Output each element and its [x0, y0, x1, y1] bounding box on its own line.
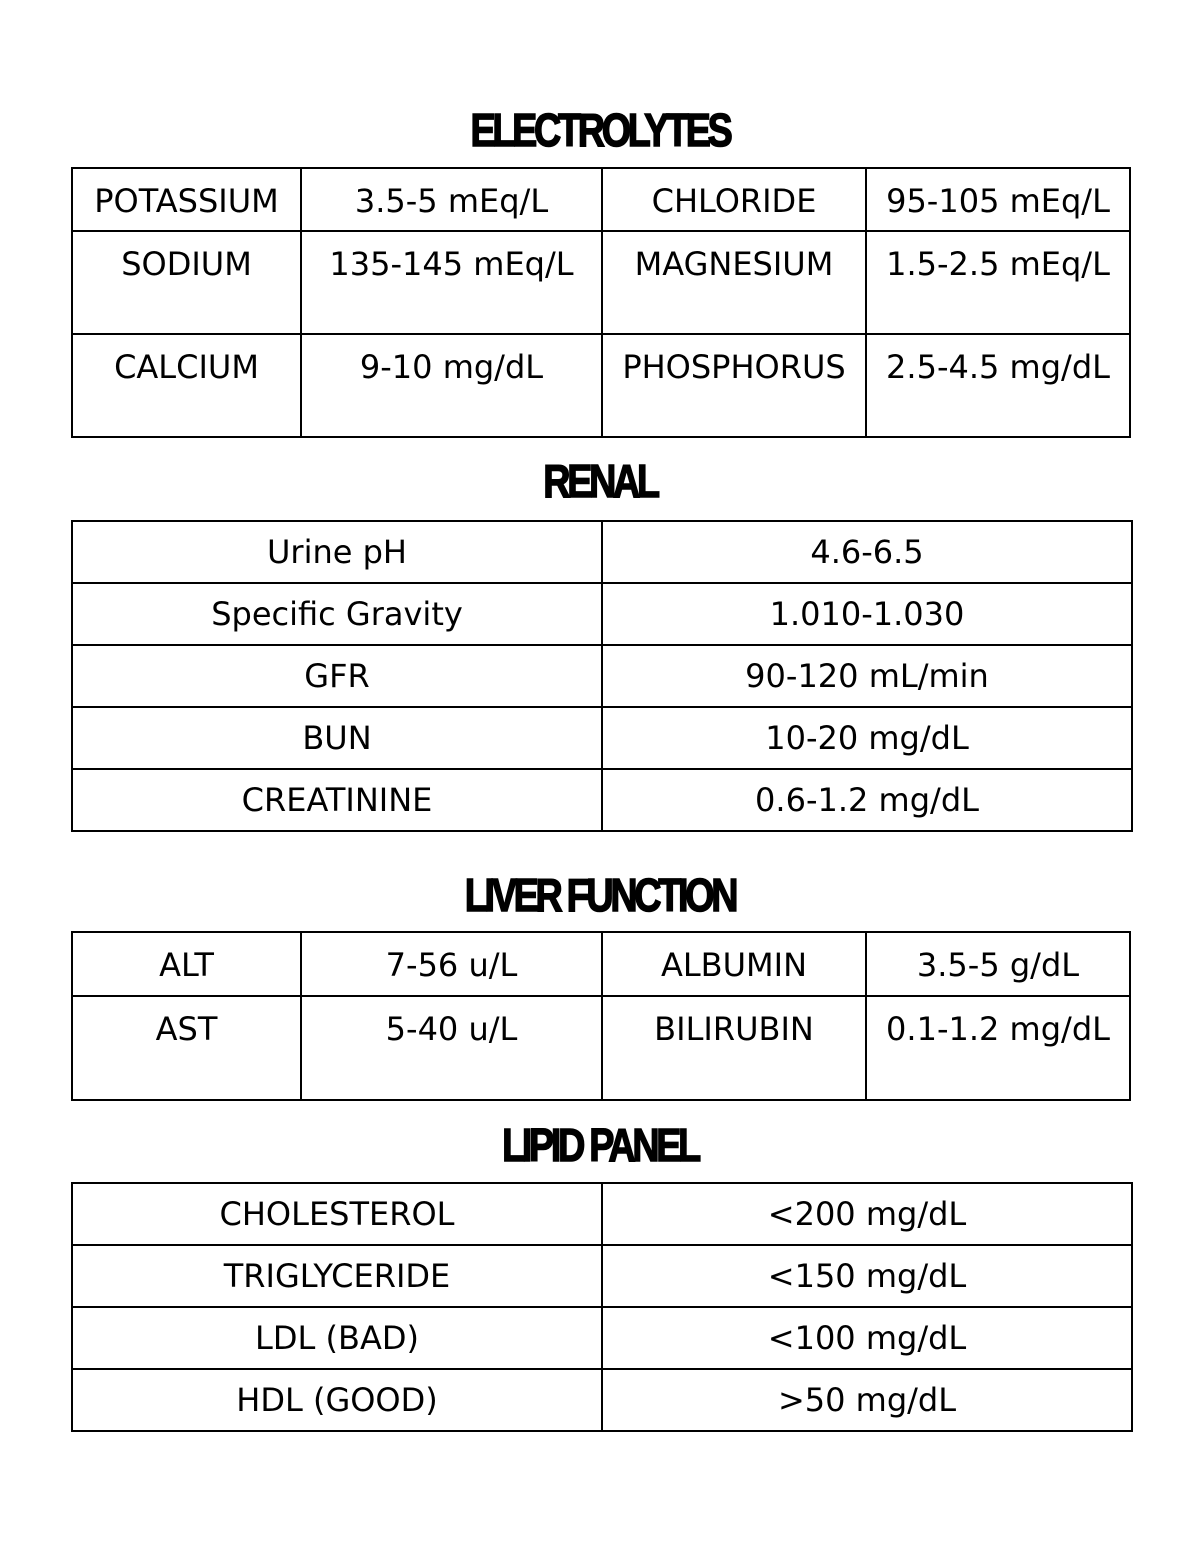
table-row — [72, 769, 1132, 831]
test-name: BUN — [72, 707, 602, 769]
test-range: 90-120 mL/min — [602, 645, 1132, 707]
test-range: 0.1-1.2 mg/dL — [866, 996, 1130, 1100]
test-name: HDL (GOOD) — [72, 1369, 602, 1431]
test-range: 0.6-1.2 mg/dL — [602, 769, 1132, 831]
table-row — [72, 707, 1132, 769]
table-row — [72, 521, 1132, 583]
table-row — [72, 996, 1130, 1100]
test-name: CREATININE — [72, 769, 602, 831]
test-name: PHOSPHORUS — [602, 334, 866, 437]
table-row — [72, 334, 1130, 437]
electrolytes-table — [71, 167, 1131, 438]
test-name: CALCIUM — [72, 334, 301, 437]
test-range: 135-145 mEq/L — [301, 231, 602, 334]
test-range: >50 mg/dL — [602, 1369, 1132, 1431]
test-name: SODIUM — [72, 231, 301, 334]
test-name: BILIRUBIN — [602, 996, 866, 1100]
table-row — [72, 1245, 1132, 1307]
test-name: ALT — [72, 932, 301, 996]
test-name: TRIGLYCERIDE — [72, 1245, 602, 1307]
test-range: <100 mg/dL — [602, 1307, 1132, 1369]
table-row — [72, 932, 1130, 996]
lipid-panel-table — [71, 1182, 1133, 1432]
test-range: <150 mg/dL — [602, 1245, 1132, 1307]
test-name: AST — [72, 996, 301, 1100]
test-name: GFR — [72, 645, 602, 707]
test-name: POTASSIUM — [72, 168, 301, 231]
table-row — [72, 231, 1130, 334]
test-range: <200 mg/dL — [602, 1183, 1132, 1245]
section-heading-liver-function: LIVER FUNCTION — [464, 869, 736, 921]
test-name: LDL (BAD) — [72, 1307, 602, 1369]
table-row — [72, 1307, 1132, 1369]
test-range: 7-56 u/L — [301, 932, 602, 996]
test-range: 1.5-2.5 mEq/L — [866, 231, 1130, 334]
test-range: 1.010-1.030 — [602, 583, 1132, 645]
section-heading-renal: RENAL — [543, 455, 657, 507]
test-range: 5-40 u/L — [301, 996, 602, 1100]
section-heading-electrolytes: ELECTROLYTES — [470, 104, 730, 156]
test-range: 3.5-5 g/dL — [866, 932, 1130, 996]
section-heading-lipid-panel: LIPID PANEL — [502, 1119, 698, 1171]
test-range: 4.6-6.5 — [602, 521, 1132, 583]
table-row — [72, 1369, 1132, 1431]
test-name: CHLORIDE — [602, 168, 866, 231]
test-name: ALBUMIN — [602, 932, 866, 996]
renal-table — [71, 520, 1133, 832]
table-row — [72, 1183, 1132, 1245]
test-name: Urine pH — [72, 521, 602, 583]
test-range: 9-10 mg/dL — [301, 334, 602, 437]
test-range: 3.5-5 mEq/L — [301, 168, 602, 231]
liver-function-table — [71, 931, 1131, 1101]
test-range: 10-20 mg/dL — [602, 707, 1132, 769]
test-name: MAGNESIUM — [602, 231, 866, 334]
test-name: Specific Gravity — [72, 583, 602, 645]
test-range: 95-105 mEq/L — [866, 168, 1130, 231]
test-name: CHOLESTEROL — [72, 1183, 602, 1245]
table-row — [72, 168, 1130, 231]
table-row — [72, 583, 1132, 645]
test-range: 2.5-4.5 mg/dL — [866, 334, 1130, 437]
table-row — [72, 645, 1132, 707]
